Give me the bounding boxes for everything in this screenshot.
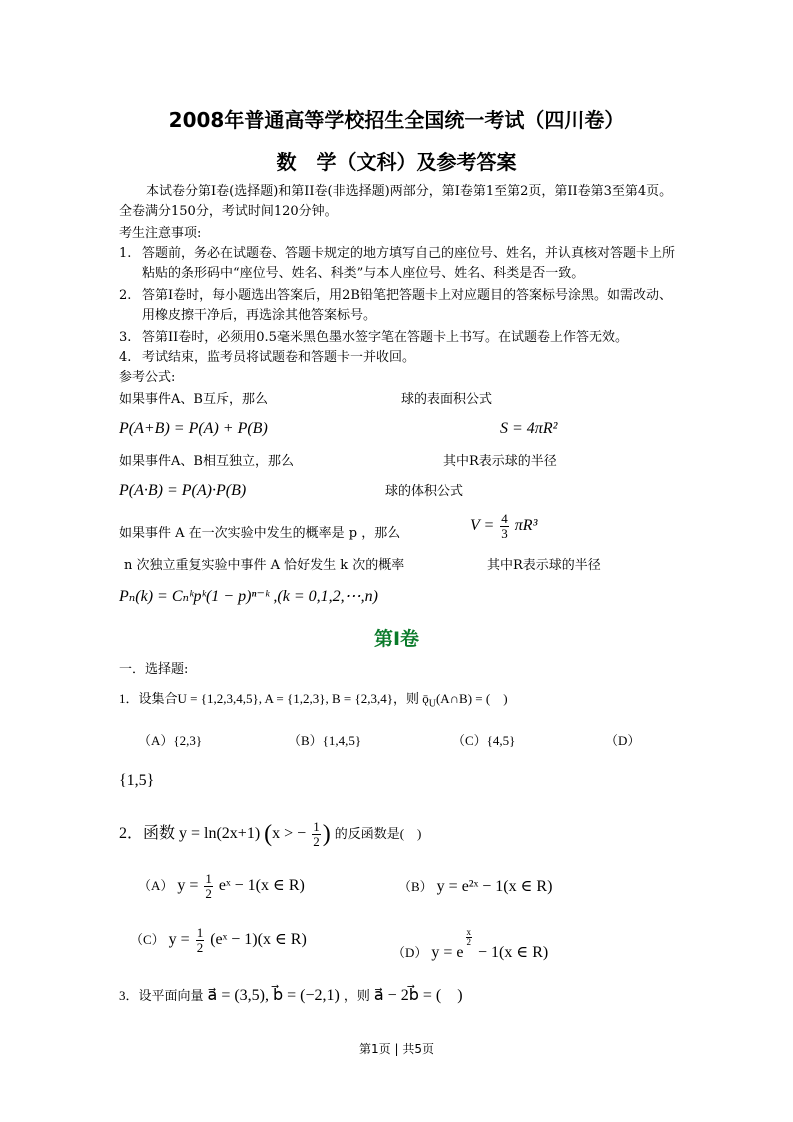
- volume-lhs: V =: [470, 517, 495, 535]
- q2-option-a: [138, 872, 305, 901]
- addition-rule-formula: P(A+B) = P(A) + P(B): [119, 420, 268, 437]
- q3-stem-mid: ，则: [343, 988, 370, 1003]
- q2-option-c-label: （C）: [130, 932, 165, 948]
- sphere-area-label: 球的表面积公式: [401, 392, 493, 407]
- fraction-numerator: 1: [205, 871, 212, 886]
- sphere-area-formula: S = 4πR²: [500, 420, 558, 437]
- q2-option-a-label: （A）: [138, 878, 174, 894]
- fraction-numerator: x: [466, 927, 472, 937]
- fraction-denominator: 2: [205, 886, 212, 901]
- fraction-denominator: 3: [501, 526, 508, 541]
- q2-option-d-exponent: [466, 928, 473, 947]
- volume-fraction: [500, 512, 509, 541]
- fraction-numerator: 4: [501, 511, 508, 526]
- binomial-formula: Pₙ(k) = Cₙᵏpᵏ(1 − p)ⁿ⁻ᵏ ,(k = 0,1,2,⋯,n): [119, 588, 378, 605]
- q2-stem-pre: 2．函数 y = ln(2x+1): [119, 825, 261, 843]
- repeat-trials-label: n 次独立重复实验中事件 A 恰好发生 k 次的概率: [124, 558, 405, 573]
- q1-option-a: （A）{2,3}: [138, 733, 203, 748]
- q2-open-paren: (: [264, 821, 273, 847]
- sphere-volume-label: 球的体积公式: [385, 484, 464, 499]
- fraction-denominator: 2: [466, 937, 472, 947]
- notice-item-2: [119, 286, 679, 326]
- notice-number: 3.: [119, 330, 132, 345]
- q2-option-b-expr: y = e²ˣ − 1(x ∈ R): [436, 878, 553, 895]
- exclusive-events-label: 如果事件A、B互斥，那么: [119, 392, 268, 407]
- q2-stem-post: 的反函数是( ): [334, 826, 422, 842]
- q2-option-c: [130, 926, 307, 955]
- volume-rhs: πR³: [514, 517, 538, 535]
- question-2-stem: [119, 820, 421, 849]
- probability-label: 如果事件 A 在一次实验中发生的概率是 p ，那么: [119, 526, 401, 541]
- q1-option-d-value: {1,5}: [119, 772, 155, 789]
- notice-heading: 考生注意事项:: [119, 226, 202, 241]
- question-3-stem: [119, 982, 463, 1005]
- q3-stem-pre: 3．设平面向量: [119, 988, 204, 1003]
- q2-option-b: [398, 876, 552, 896]
- q2-option-a-fraction: [204, 872, 213, 901]
- notice-number: 4.: [119, 350, 132, 365]
- q2-option-d-post: − 1(x ∈ R): [478, 944, 549, 961]
- radius-note-1: 其中R表示球的半径: [443, 454, 557, 469]
- q2-option-b-label: （B）: [398, 879, 433, 894]
- formula-heading: 参考公式:: [119, 370, 176, 385]
- intro-paragraph: 本试卷分第I卷(选择题)和第II卷(非选择题)两部分，第I卷第1至第2页，第II卷第3至第4页。全卷满分150分，考试时间120分钟。: [119, 184, 673, 219]
- q1-option-b: （B）{1,4,5}: [288, 733, 362, 748]
- exam-subtitle: 数 学（文科）及参考答案: [276, 150, 517, 174]
- q2-option-a-pre: y =: [177, 877, 199, 895]
- fraction-denominator: 2: [196, 940, 204, 955]
- fraction-numerator: 1: [196, 925, 204, 940]
- fraction-numerator: 1: [313, 819, 320, 834]
- q2-option-c-pre: y =: [168, 931, 190, 949]
- q1-option-d: （D）: [605, 733, 641, 748]
- notice-number: 1.: [119, 246, 132, 261]
- multiplication-rule-formula: P(A·B) = P(A)·P(B): [119, 482, 247, 499]
- section-title: 第I卷: [373, 628, 420, 650]
- q1-stem-tail: (A∩B) = ( ): [435, 691, 508, 706]
- q2-option-c-post: (eˣ − 1)(x ∈ R): [210, 931, 307, 949]
- q2-close-paren: ): [322, 821, 331, 847]
- sphere-volume-formula: [470, 512, 537, 541]
- q3-stem-expr: a⃗ = (3,5), b⃗ = (−2,1): [207, 987, 340, 1004]
- notice-text: 答题前，务必在试题卷、答题卡规定的地方填写自己的座位号、姓名，并认真核对答题卡上所粘贴的条形码中“座位号、姓名、科类”与本人座位号、姓名、科类是否一致。: [142, 246, 676, 281]
- notice-text: 考试结束，监考员将试题卷和答题卡一并收回。: [142, 350, 416, 365]
- fraction-denominator: 2: [313, 834, 320, 849]
- q2-option-d: [392, 928, 548, 962]
- notice-item-4: [119, 348, 679, 368]
- notice-item-3: [119, 328, 679, 348]
- independent-events-label: 如果事件A、B相互独立，那么: [119, 454, 294, 469]
- q1-stem-subscript: U: [428, 698, 436, 710]
- exam-title: 2008年普通高等学校招生全国统一考试（四川卷）: [168, 108, 625, 132]
- q2-stem-cond: x > −: [272, 825, 307, 843]
- page-footer: 第1页 | 共5页: [359, 1042, 434, 1056]
- q2-option-d-label: （D）: [392, 945, 428, 960]
- notice-number: 2.: [119, 288, 132, 303]
- q2-option-d-pre: y = e: [431, 944, 464, 961]
- notice-text: 答第II卷时，必须用0.5毫米黑色墨水签字笔在答题卡上书写。在试题卷上作答无效。: [142, 330, 628, 345]
- q2-option-a-post: eˣ − 1(x ∈ R): [218, 877, 305, 895]
- question-1-stem: [119, 688, 508, 710]
- part-heading: 一．选择题:: [119, 662, 189, 677]
- q2-option-c-fraction: [196, 926, 205, 955]
- q1-option-c: （C）{4,5}: [452, 733, 516, 748]
- radius-note-2: 其中R表示球的半径: [487, 558, 601, 573]
- q3-stem-expr2: a⃗ − 2b⃗ = ( ): [373, 987, 463, 1004]
- notice-text: 答第I卷时，每小题选出答案后，用2B铅笔把答题卡上对应题目的答案标号涂黑。如需改动、用橡皮擦干净后，再选涂其他答案标号。: [142, 288, 672, 323]
- notice-item-1: [119, 244, 679, 284]
- q1-stem-text: 1．设集合U = {1,2,3,4,5}, A = {1,2,3}, B = {2,3,4}，则 ǭ: [119, 691, 429, 706]
- q2-cond-fraction: [312, 820, 321, 849]
